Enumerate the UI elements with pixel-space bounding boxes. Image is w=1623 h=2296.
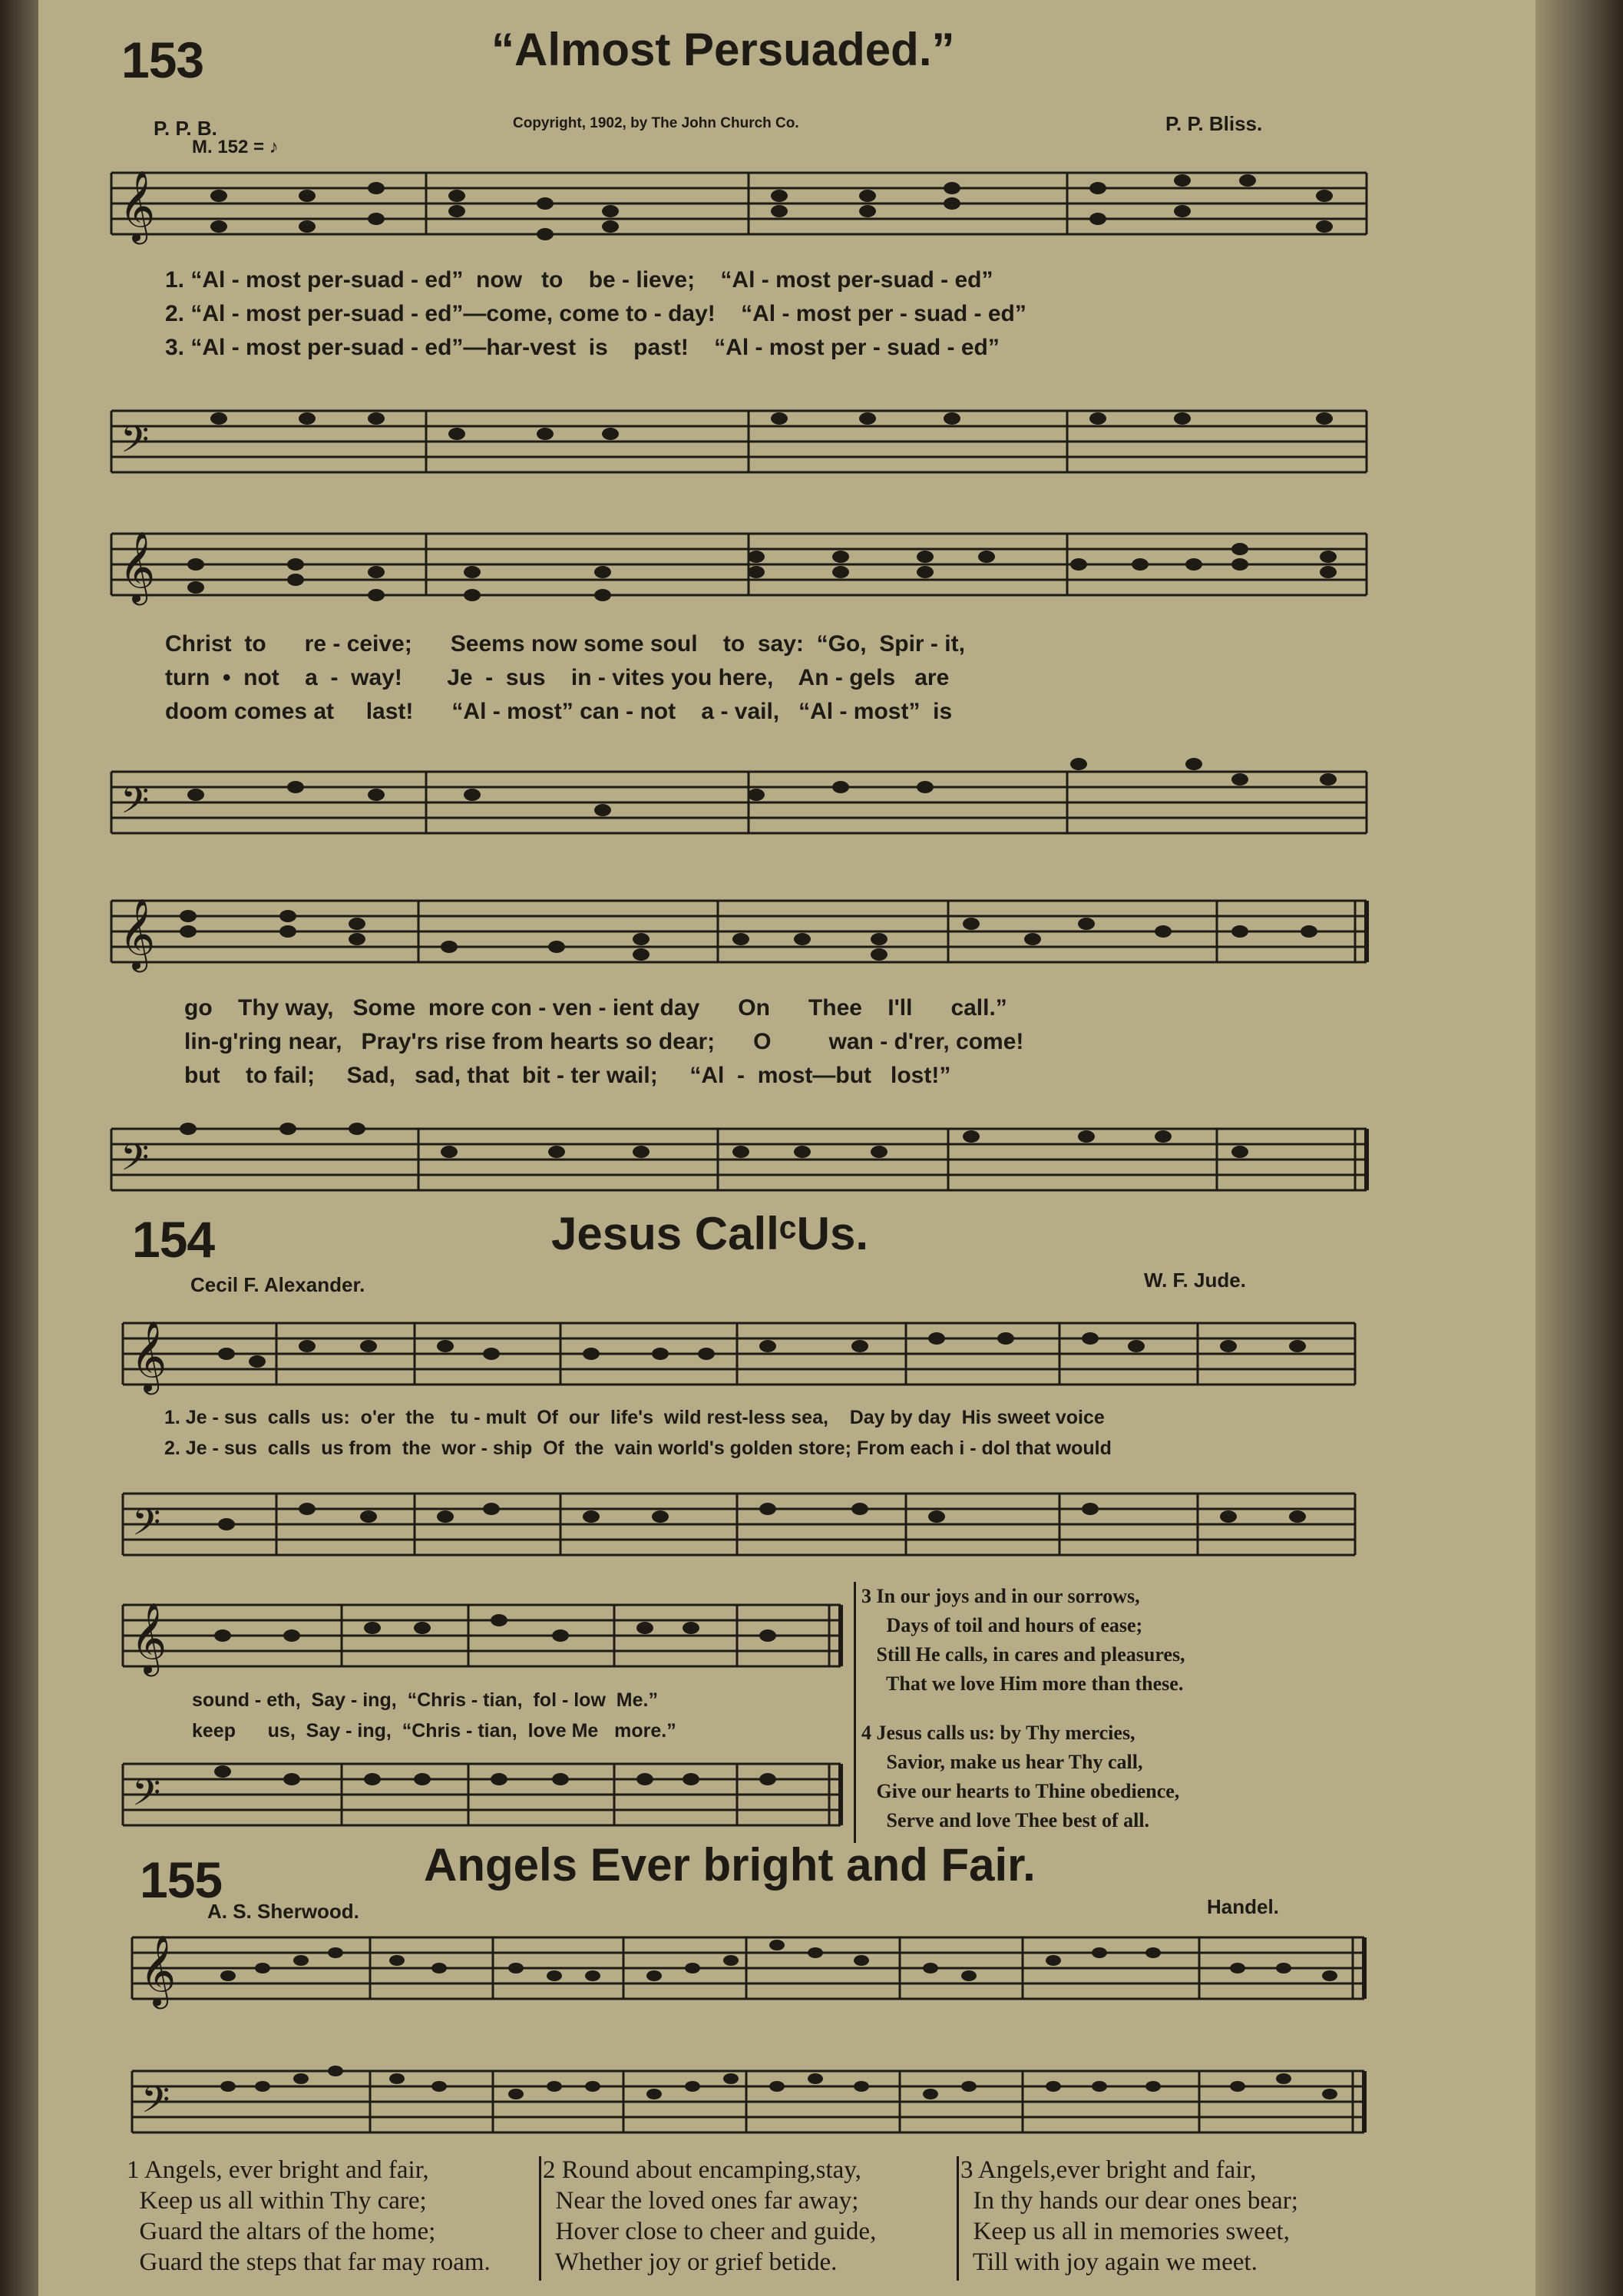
treble-clef-icon: 𝄞 <box>119 170 156 241</box>
hymn-154-composer: W. F. Jude. <box>1144 1269 1246 1292</box>
hymn-155-title: Angels Ever bright and Fair. <box>424 1839 1036 1891</box>
treble-clef-icon: 𝄞 <box>140 1934 177 2006</box>
hymn-153-lyric-1-1: 1. “Al - most per-suad - ed” now to be - lieve; “Al - most per-suad - ed” <box>165 267 993 293</box>
hymn-153-author: P. P. B. <box>154 117 217 140</box>
staff-lines <box>123 1323 1355 1385</box>
staff-lines <box>132 2071 1364 2132</box>
notes <box>180 910 1317 961</box>
hymn-153-bass-staff-1 <box>111 399 1370 476</box>
hymn-153-composer: P. P. Bliss. <box>1165 112 1263 135</box>
hymn-154-verse-4: 4 Jesus calls us: by Thy mercies, Savior, make us hear Thy call, Give our hearts to Thine obedience, Serve and love Thee best of all. <box>861 1722 1180 1831</box>
hymn-153-lyric-2-3: doom comes at last! “Al - most” can - not a - vail, “Al - most” is <box>165 699 953 724</box>
hymn-153-lyric-1-3: 3. “Al - most per-suad - ed”—har-vest is past! “Al - most per - suad - ed” <box>165 335 1000 360</box>
hymn-154-author: Cecil F. Alexander. <box>190 1273 365 1296</box>
hymn-153-treble-staff-3 <box>111 897 1370 974</box>
book-gutter <box>0 0 38 2296</box>
bass-clef-icon: 𝄢 <box>132 1771 161 1823</box>
staff-lines <box>111 901 1367 962</box>
hymn-153-number: 153 <box>121 31 204 88</box>
hymn-153-title: “Almost Persuaded.” <box>491 24 955 75</box>
hymn-154-number: 154 <box>132 1211 215 1268</box>
hymn-153-lyric-2-2: turn • not a - way! Je - sus in - vites you here, An - gels are <box>165 665 950 690</box>
notes <box>218 1503 1306 1530</box>
notes <box>220 1940 1337 1981</box>
hymn-153-treble-staff-1 <box>111 169 1370 246</box>
hymn-154-lyric-1-1: 1. Je - sus calls us: o'er the tu - mult Of our life's wild rest-less sea, Day by day His sweet voice <box>164 1407 1105 1428</box>
hymn-155-verse-3: 3 Angels,ever bright and fair, In thy hands our dear ones bear; Keep us all in memories sweet, Till with joy again we meet. <box>960 2156 1298 2276</box>
treble-clef-icon: 𝄞 <box>131 1602 167 1673</box>
verse-divider <box>957 2156 959 2281</box>
hymn-153-bass-staff-2 <box>111 760 1370 837</box>
hymn-153-bass-staff-3 <box>111 1117 1370 1194</box>
hymn-153-lyric-2-1: Christ to re - ceive; Seems now some soul to say: “Go, Spir - it, <box>165 631 965 657</box>
hymn-153-lyric-3-3: but to fail; Sad, sad, that bit - ter wail; “Al - most—but lost!” <box>184 1063 951 1088</box>
hymn-154-lyric-2-2: keep us, Say - ing, “Chris - tian, love Me more.” <box>192 1720 676 1742</box>
bass-clef-icon: 𝄢 <box>141 2078 170 2130</box>
notes <box>210 174 1333 240</box>
bass-clef-icon: 𝄢 <box>121 779 150 831</box>
staff-lines <box>123 1494 1355 1555</box>
treble-clef-icon: 𝄞 <box>119 531 156 602</box>
hymn-153-lyric-1-2: 2. “Al - most per-suad - ed”—come, come to - day! “Al - most per - suad - ed” <box>165 301 1026 326</box>
bass-clef-icon: 𝄢 <box>121 1136 150 1188</box>
verse-divider <box>854 1582 856 1843</box>
hymn-155-bass-staff <box>132 2059 1376 2136</box>
bass-clef-icon: 𝄢 <box>132 1500 161 1553</box>
bass-clef-icon: 𝄢 <box>121 418 150 470</box>
hymn-153-tempo: M. 152 = ♪ <box>192 137 279 157</box>
hymn-155-verse-1: 1 Angels, ever bright and fair, Keep us all within Thy care; Guard the altars of the home; Guard the steps that far may roam. <box>127 2156 491 2276</box>
staff-lines <box>132 1937 1364 1999</box>
hymn-153-lyric-3-2: lin-g'ring near, Pray'rs rise from hearts so dear; O wan - d'rer, come! <box>184 1029 1024 1054</box>
page-edges <box>1535 0 1623 2296</box>
hymn-153-copyright: Copyright, 1902, by The John Church Co. <box>513 115 799 131</box>
hymn-154-lyric-2-1: sound - eth, Say - ing, “Chris - tian, fol - low Me.” <box>192 1689 658 1711</box>
hymn-155-number: 155 <box>140 1851 223 1908</box>
hymn-155-treble-staff <box>132 1934 1376 2010</box>
hymn-154-bass-staff-1 <box>123 1482 1367 1559</box>
hymn-154-treble-staff-2 <box>123 1601 845 1678</box>
hymn-155-composer: Handel. <box>1207 1895 1279 1918</box>
hymn-154-bass-staff-2 <box>123 1752 845 1829</box>
notes <box>187 543 1337 601</box>
hymn-153-lyric-3-1: go Thy way, Some more con - ven - ient day On Thee I'll call.” <box>184 995 1007 1021</box>
treble-clef-icon: 𝄞 <box>131 1320 167 1391</box>
hymn-154-verse-3: 3 In our joys and in our sorrows, Days of toil and hours of ease; Still He calls, in cares and pleasures, That we love Him more than these. <box>861 1585 1185 1695</box>
hymn-153-treble-staff-2 <box>111 530 1370 607</box>
hymn-154-lyric-1-2: 2. Je - sus calls us from the wor - ship Of the vain world's golden store; From each i - dol that would <box>164 1437 1112 1459</box>
verse-divider <box>539 2156 541 2281</box>
hymn-155-author: A. S. Sherwood. <box>207 1900 359 1923</box>
staff-lines <box>111 1129 1367 1190</box>
hymn-154-title: Jesus CallᶜUs. <box>551 1208 868 1259</box>
hymn-155-verse-2: 2 Round about encamping,stay, Near the loved ones far away; Hover close to cheer and guide, Whether joy or grief betide. <box>543 2156 877 2276</box>
notes <box>214 1614 776 1642</box>
treble-clef-icon: 𝄞 <box>119 898 156 969</box>
notes <box>214 1765 776 1785</box>
staff-lines <box>111 772 1367 833</box>
hymn-154-treble-staff-1 <box>123 1319 1367 1396</box>
